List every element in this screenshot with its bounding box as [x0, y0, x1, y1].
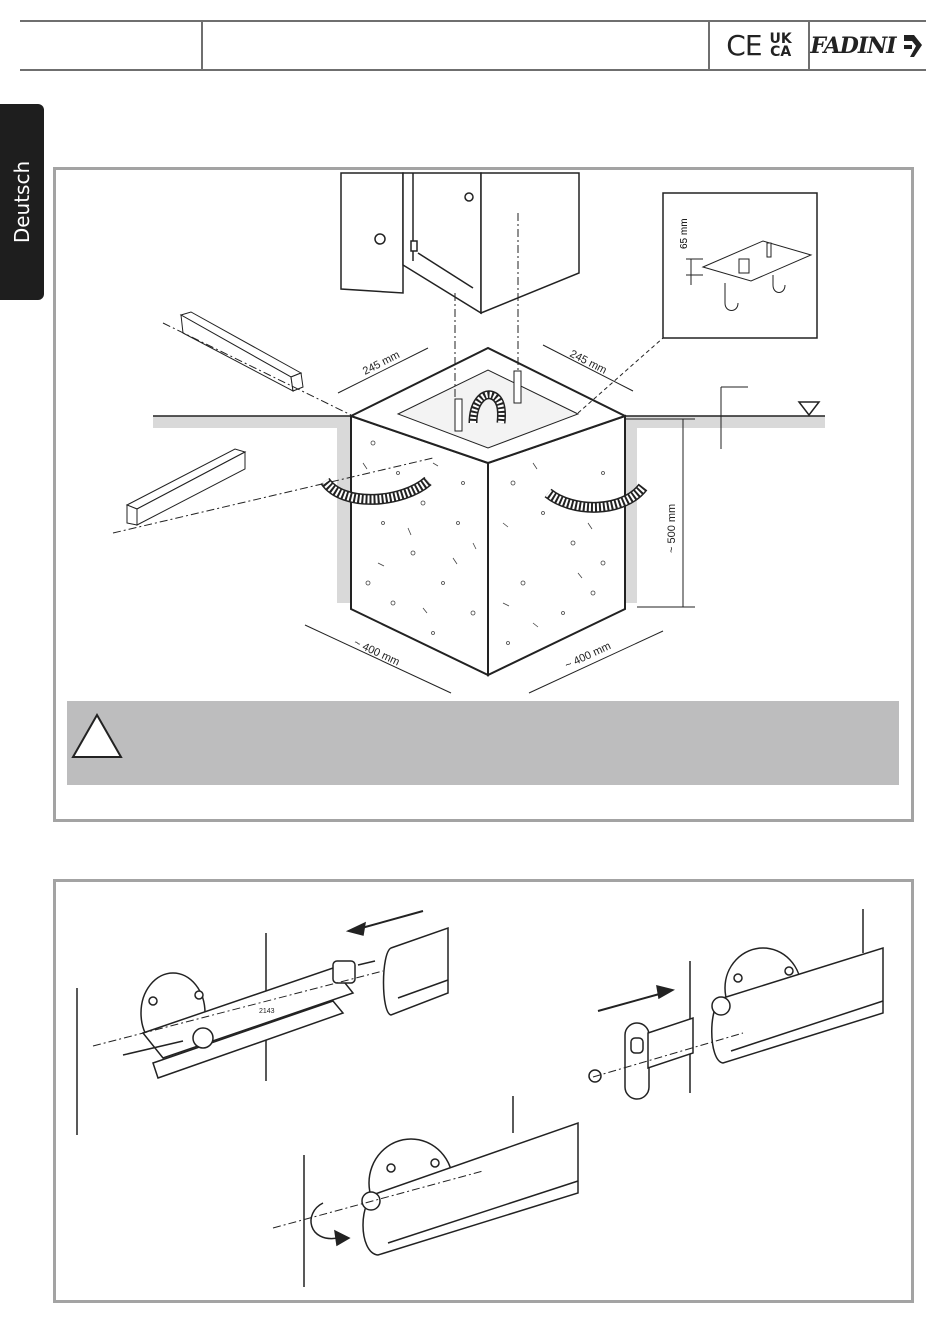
page-header — [20, 20, 926, 71]
boom-assembly-figure — [53, 879, 914, 1303]
barrier-cabinet — [341, 173, 579, 313]
detail-inset — [578, 193, 817, 413]
rotate-arrow-icon — [311, 1203, 338, 1239]
dim-bottom-right: ~ 400 mm — [563, 640, 613, 672]
ground-right — [625, 416, 825, 428]
assembly-step-1 — [77, 911, 448, 1135]
language-tab-label: Deutsch — [10, 160, 34, 244]
language-tab — [0, 104, 44, 300]
brand-logo — [810, 22, 926, 69]
warning-triangle-icon — [71, 709, 131, 769]
spirit-level-top — [181, 312, 303, 391]
assembly-step-2 — [589, 909, 883, 1099]
ukca-mark — [769, 30, 792, 60]
spirit-level-bottom — [127, 449, 245, 525]
dim-top-left: 245 mm — [360, 348, 402, 378]
dim-depth: ~ 500 mm — [666, 503, 678, 553]
fadini-arrow-icon — [900, 31, 926, 61]
ce-mark: CE — [726, 29, 762, 62]
dim-bottom-left: ~ 400 mm — [351, 636, 402, 669]
dim-detail: 65 mm — [679, 218, 690, 249]
ukca-mark-bottom: CA — [770, 43, 792, 60]
ukca-mark-top: UK — [769, 30, 792, 47]
boom-assembly-drawing — [56, 882, 911, 1300]
header-left-cell — [20, 22, 200, 69]
part-number-label: 2143 — [259, 1008, 275, 1015]
ground-left — [153, 416, 351, 428]
ground-level-icon — [799, 402, 819, 415]
brand-name: FADINI — [810, 32, 896, 59]
assembly-step-3 — [273, 1096, 578, 1287]
warning-box — [67, 701, 899, 785]
conformity-marks — [710, 22, 808, 69]
header-middle-cell — [201, 22, 710, 69]
dim-top-right: 245 mm — [567, 347, 609, 377]
